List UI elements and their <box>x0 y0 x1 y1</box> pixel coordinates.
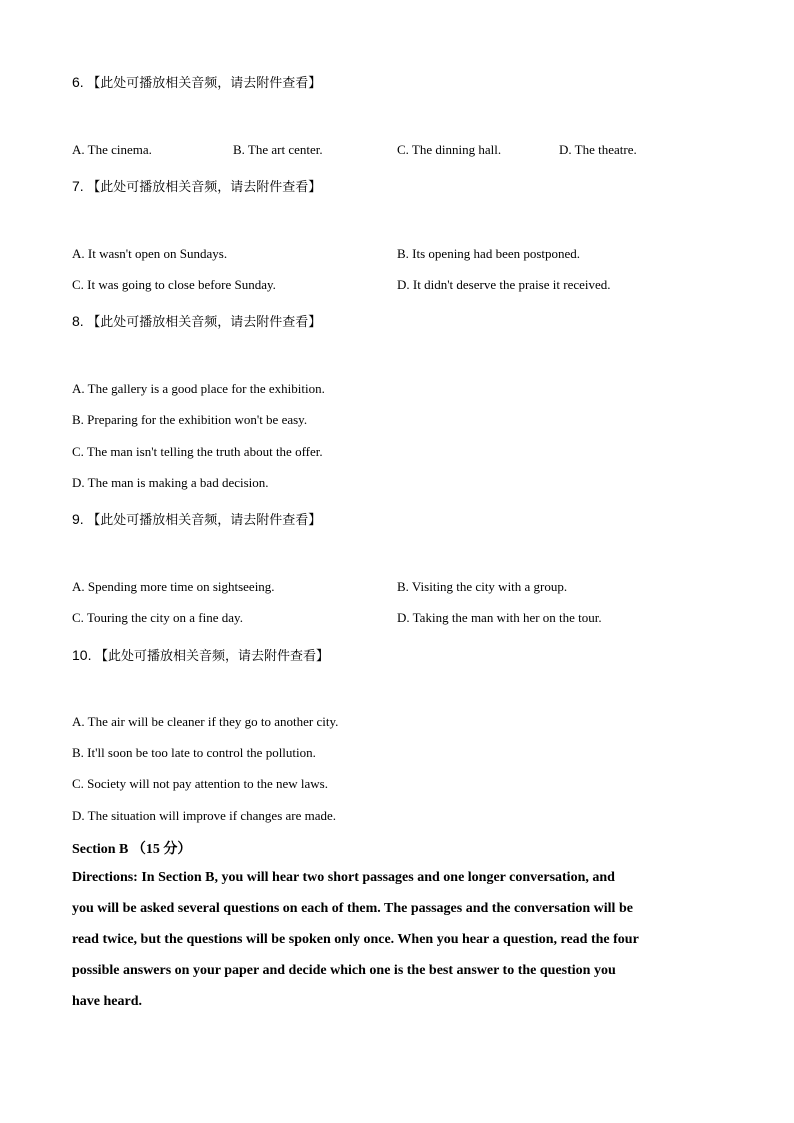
audio-placeholder-note: 【此处可播放相关音频，请去附件查看】 <box>87 76 322 91</box>
audio-placeholder-note: 【此处可播放相关音频，请去附件查看】 <box>87 315 322 330</box>
question-7-option-c: C. It was going to close before Sunday. <box>72 277 276 292</box>
question-9-option-d: D. Taking the man with her on the tour. <box>397 610 602 625</box>
question-7-prompt <box>72 176 321 196</box>
question-number: 9. <box>72 511 84 527</box>
directions-line-3: read twice, but the questions will be spoken only once. When you hear a question, read the four <box>72 932 639 947</box>
question-number: 7. <box>72 178 84 194</box>
question-6-option-d: D. The theatre. <box>559 142 637 157</box>
directions-line-1: Directions: In Section B, you will hear two short passages and one longer conversation, and <box>72 870 615 885</box>
question-6-prompt <box>72 72 321 92</box>
question-10-prompt <box>72 645 329 665</box>
question-number: 6. <box>72 74 84 90</box>
question-8-prompt <box>72 311 321 331</box>
question-8-option-a: A. The gallery is a good place for the exhibition. <box>72 381 325 396</box>
question-10-option-d: D. The situation will improve if changes are made. <box>72 808 337 823</box>
question-6-option-b: B. The art center. <box>233 142 323 157</box>
directions-line-5: have heard. <box>72 994 142 1009</box>
question-8-option-d: D. The man is making a bad decision. <box>72 475 269 490</box>
directions-line-4: possible answers on your paper and decide which one is the best answer to the question you <box>72 963 616 978</box>
question-9-option-b: B. Visiting the city with a group. <box>397 579 568 594</box>
question-7-option-d: D. It didn't deserve the praise it received. <box>397 277 611 292</box>
question-6-option-c: C. The dinning hall. <box>397 142 502 157</box>
question-8-option-b: B. Preparing for the exhibition won't be easy. <box>72 412 308 427</box>
question-7-option-a: A. It wasn't open on Sundays. <box>72 246 228 261</box>
question-8-option-c: C. The man isn't telling the truth about the offer. <box>72 444 323 459</box>
question-10-option-c: C. Society will not pay attention to the new laws. <box>72 776 328 791</box>
question-number: 10. <box>72 647 92 663</box>
section-b-heading: Section B （15 分） <box>72 842 192 857</box>
question-6-option-a: A. The cinema. <box>72 142 152 157</box>
question-9-option-a: A. Spending more time on sightseeing. <box>72 579 275 594</box>
question-9-option-c: C. Touring the city on a fine day. <box>72 610 243 625</box>
question-10-option-a: A. The air will be cleaner if they go to another city. <box>72 714 339 729</box>
question-10-option-b: B. It'll soon be too late to control the pollution. <box>72 745 316 760</box>
directions-line-2: you will be asked several questions on each of them. The passages and the conversation will be <box>72 901 633 916</box>
question-7-option-b: B. Its opening had been postponed. <box>397 246 581 261</box>
audio-placeholder-note: 【此处可播放相关音频，请去附件查看】 <box>87 513 322 528</box>
audio-placeholder-note: 【此处可播放相关音频，请去附件查看】 <box>94 649 329 664</box>
question-number: 8. <box>72 313 84 329</box>
audio-placeholder-note: 【此处可播放相关音频，请去附件查看】 <box>87 180 322 195</box>
question-9-prompt <box>72 509 321 529</box>
